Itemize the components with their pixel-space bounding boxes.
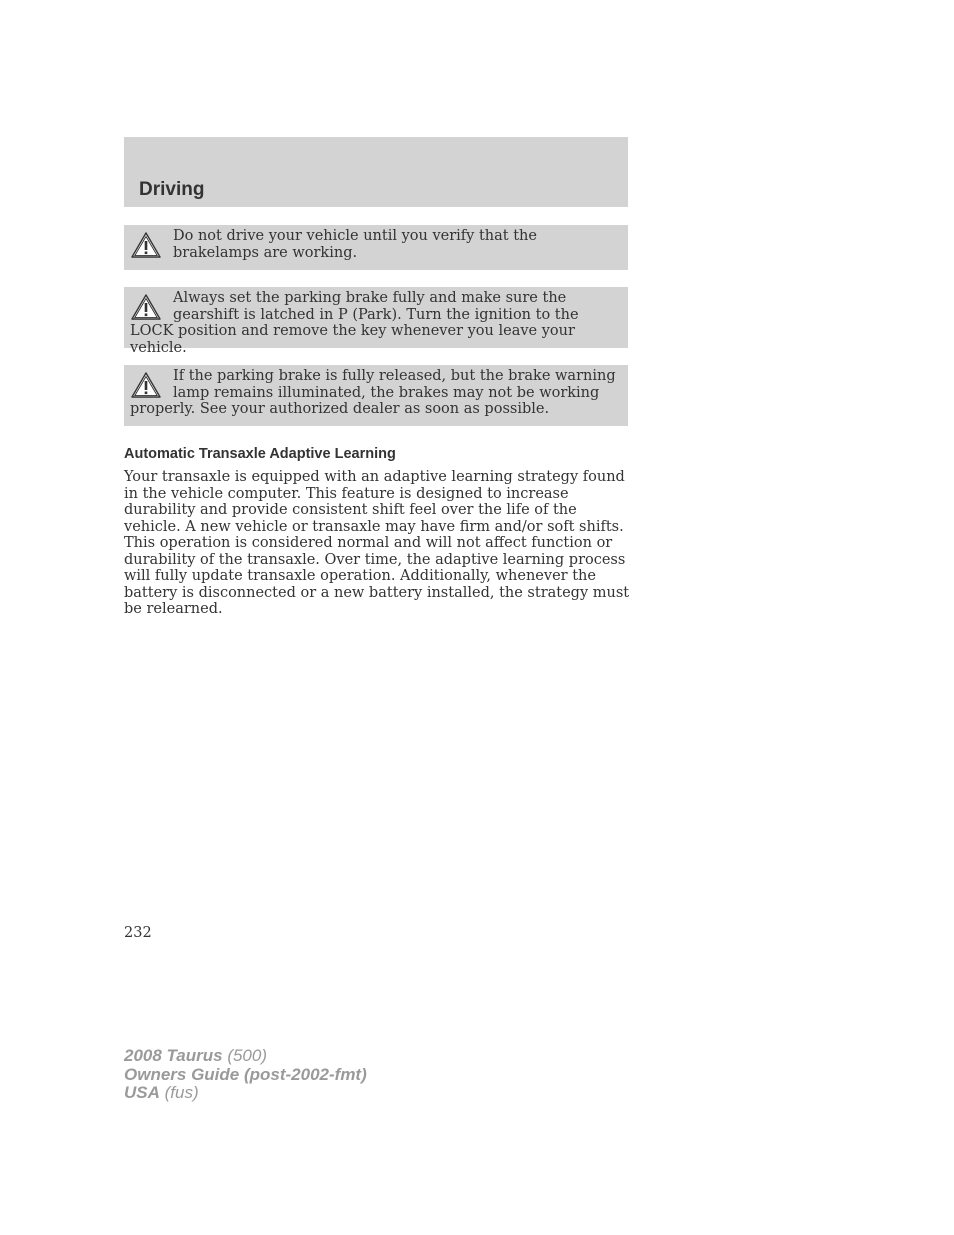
section-heading: Automatic Transaxle Adaptive Learning	[124, 446, 396, 462]
warning-box	[124, 365, 628, 426]
footer-model-code: (500)	[222, 1046, 268, 1065]
warning-triangle-icon	[130, 231, 162, 259]
footer-guide: Owners Guide (post-2002-fmt)	[124, 1064, 367, 1084]
page-number: 232	[124, 925, 152, 941]
footer-model: 2008 Taurus	[124, 1046, 223, 1065]
section-header-band	[124, 137, 628, 207]
section-body-text: Your transaxle is equipped with an adaptive learning strategy found in the vehicle computer. This feature is designed to increase durability and provide consistent shift feel over the life of the vehicle. A new vehicle or transaxle may have firm and/or soft shifts. This operation is considered normal and will not affect function or durability of the transaxle. Over time, the adaptive learning process will fully update transaxle operation. Additionally, whenever the battery is disconnected or a new battery installed, the strategy must be relearned.	[124, 469, 630, 617]
warning-triangle-icon	[130, 371, 162, 399]
document-footer	[124, 1047, 367, 1103]
footer-market: USA	[124, 1083, 160, 1102]
warning-box	[124, 287, 628, 356]
warning-triangle-icon	[130, 293, 162, 321]
footer-market-code: (fus)	[159, 1083, 199, 1102]
warning-box	[124, 225, 628, 270]
warning-text: Always set the parking brake fully and make sure the gearshift is latched in P (Park). Turn the ignition to the LOCK position and remove the key whenever you leave your vehicle.	[130, 290, 579, 356]
section-title: Driving	[139, 179, 205, 200]
warning-text: If the parking brake is fully released, but the brake warning lamp remains illuminated, the brakes may not be working properly. See your authorized dealer as soon as possible.	[130, 368, 616, 418]
warning-text: Do not drive your vehicle until you verify that the brakelamps are working.	[173, 228, 537, 261]
footer-line-market	[124, 1084, 367, 1103]
footer-line-model	[124, 1047, 367, 1066]
